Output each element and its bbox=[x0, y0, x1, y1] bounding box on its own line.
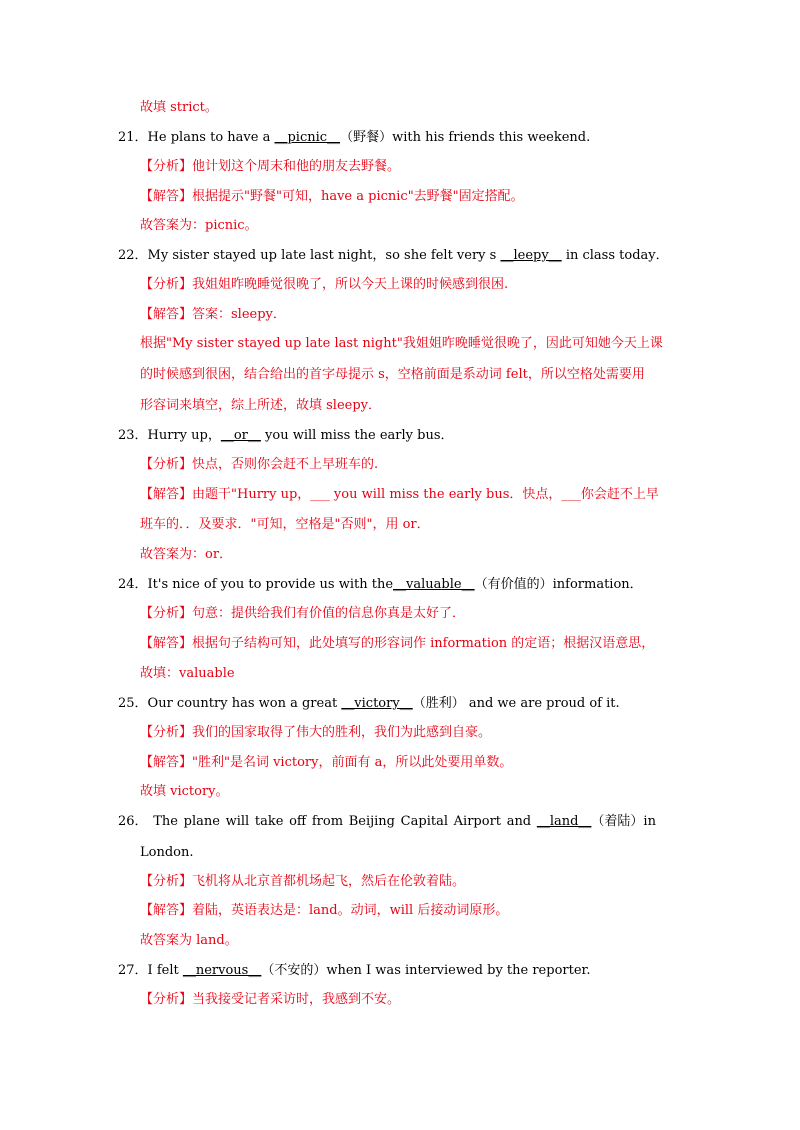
question-number: 21． bbox=[118, 130, 148, 145]
question-23 bbox=[118, 427, 454, 445]
question-text: Hurry up， bbox=[147, 428, 221, 443]
question-text-after: in class today． bbox=[561, 248, 669, 263]
question-26 bbox=[118, 813, 656, 831]
question-word: will bbox=[225, 814, 250, 829]
solution-line: 【解答】"胜利"是名词 victory，前面有 a，所以此处要用单数。 bbox=[140, 755, 513, 770]
answer-line: 故填 strict。 bbox=[140, 100, 218, 115]
question-word: and bbox=[506, 814, 532, 829]
answer-blank: __picnic__ bbox=[274, 130, 341, 145]
question-word: from bbox=[311, 814, 344, 829]
question-word: The bbox=[153, 814, 178, 829]
question-number: 26． bbox=[118, 814, 148, 829]
question-text: It's nice of you to provide us with the bbox=[147, 577, 394, 592]
answer-blank: __land__ bbox=[536, 814, 592, 829]
analysis-line: 【分析】快点，否则你会赶不上早班车的. bbox=[140, 457, 379, 472]
question-text-after: （有价值的）information． bbox=[474, 577, 643, 592]
analysis-line: 【分析】当我接受记者采访时，我感到不安。 bbox=[140, 992, 401, 1007]
question-word: Capital bbox=[400, 814, 448, 829]
question-22 bbox=[118, 247, 669, 265]
question-24 bbox=[118, 576, 643, 594]
solution-line: 【解答】着陆，英语表达是：land。动词，will 后接动词原形。 bbox=[140, 903, 509, 918]
answer-blank: __leepy__ bbox=[500, 248, 562, 263]
question-text: He plans to have a bbox=[147, 130, 275, 145]
question-text-after: （着陆）in bbox=[591, 814, 656, 829]
answer-line: 故答案为：or． bbox=[140, 547, 233, 562]
question-continuation: London. bbox=[140, 845, 194, 860]
question-text-after: （胜利） and we are proud of it. bbox=[412, 696, 620, 711]
answer-blank: __nervous__ bbox=[182, 963, 262, 978]
analysis-line: 【分析】句意：提供给我们有价值的信息你真是太好了． bbox=[140, 606, 466, 621]
question-21 bbox=[118, 129, 590, 147]
analysis-line: 【分析】我姐姐昨晚睡觉很晚了，所以今天上课的时候感到很困. bbox=[140, 277, 509, 292]
answer-line: 故填：valuable bbox=[140, 666, 235, 681]
solution-line: 班车的．．及要求．"可知，空格是"否则"，用 or． bbox=[140, 517, 430, 532]
analysis-line: 【分析】我们的国家取得了伟大的胜利，我们为此感到自豪。 bbox=[140, 725, 492, 740]
question-text-after: （不安的）when I was interviewed by the reporter. bbox=[261, 963, 591, 978]
analysis-line: 【分析】他计划这个周末和他的朋友去野餐。 bbox=[140, 159, 401, 174]
solution-line: 【解答】答案：sleepy． bbox=[140, 307, 286, 322]
answer-blank: __or__ bbox=[220, 428, 261, 443]
question-text: My sister stayed up late last night，so she felt very s bbox=[147, 248, 501, 263]
question-25 bbox=[118, 695, 620, 713]
question-text: Our country has won a great bbox=[147, 696, 342, 711]
answer-blank: __valuable__ bbox=[393, 577, 475, 592]
question-word: plane bbox=[183, 814, 220, 829]
explanation-line: 的时候感到很困，结合给出的首字母提示 s，空格前面是系动词 felt，所以空格处需要用 bbox=[140, 367, 645, 382]
answer-line: 故填 victory。 bbox=[140, 784, 229, 799]
explanation-line: 形容词来填空，综上所述，故填 sleepy． bbox=[140, 398, 382, 413]
question-word: Beijing bbox=[348, 814, 395, 829]
question-number: 27． bbox=[118, 963, 148, 978]
answer-line: 故答案为 land。 bbox=[140, 933, 238, 948]
solution-line: 【解答】由题干"Hurry up，___ you will miss the early bus．快点，___你会赶不上早 bbox=[140, 487, 659, 502]
question-word: Airport bbox=[453, 814, 502, 829]
answer-line: 故答案为：picnic。 bbox=[140, 218, 258, 233]
question-text-after: （野餐）with his friends this weekend. bbox=[340, 130, 591, 145]
question-word: take bbox=[254, 814, 284, 829]
explanation-line: 根据"My sister stayed up late last night"我姐姐昨晚睡觉很晚了，因此可知她今天上课 bbox=[140, 336, 663, 351]
question-text-after: you will miss the early bus． bbox=[260, 428, 454, 443]
question-number: 25． bbox=[118, 696, 148, 711]
answer-blank: __victory__ bbox=[341, 696, 413, 711]
question-number: 24． bbox=[118, 577, 148, 592]
solution-line: 【解答】根据句子结构可知，此处填写的形容词作 information 的定语；根据汉语意思， bbox=[140, 636, 655, 651]
analysis-line: 【分析】飞机将从北京首都机场起飞，然后在伦敦着陆。 bbox=[140, 874, 466, 889]
question-word: off bbox=[289, 814, 307, 829]
question-number: 22． bbox=[118, 248, 148, 263]
question-number: 23． bbox=[118, 428, 148, 443]
solution-line: 【解答】根据提示"野餐"可知，have a picnic"去野餐"固定搭配。 bbox=[140, 189, 524, 204]
question-text: I felt bbox=[147, 963, 183, 978]
question-27 bbox=[118, 962, 590, 980]
